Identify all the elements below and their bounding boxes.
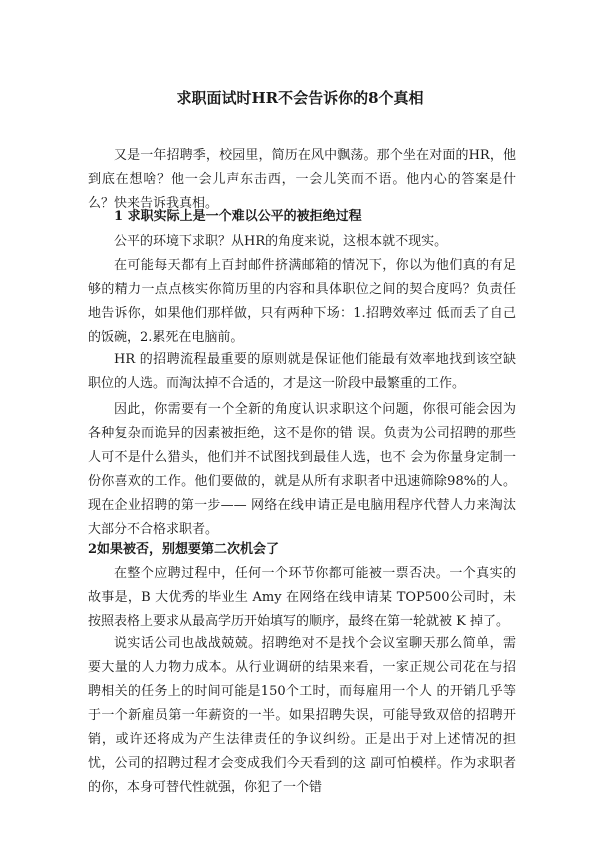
section-2-paragraph-1: 在整个应聘过程中，任何一个环节你都可能被一票否决。一个真实的故事是，B 大优秀的毕业生 Amy 在网络在线申请某 TOP500公司时，未按照表格上要求从最高学历开始填写的顺序，最终在第一轮就被 K 掉了。 [88,566,516,629]
document-title: 求职面试时HR不会告诉你的8个真相 [176,89,424,107]
section-2-paragraph-2: 说实话公司也战战兢兢。招聘绝对不是找个会议室聊天那么简单，需要大量的人力物力成本。从行业调研的结果来看，一家正规公司花在与招聘相关的任务上的时间可能是150个工时，而每雇用一个人 的开销几乎等于一个新雇员第一年薪资的一半。如果招聘失误，可能导致双倍的招聘开销，或许还将成为产生法律责任的争议纠纷。正是出于对上述情况的担忧，公司的招聘过程才会变成我们今天看到的这 副可怕模样。作为求职者的你，本身可替代性就强，你犯了一个错 [88,636,516,795]
section-1-paragraph-4: 因此，你需要有一个全新的角度认识求职这个问题，你很可能会因为各种复杂而诡异的因素被拒绝，这不是你的错 误。负责为公司招聘的那些人可不是什么猎头，他们并不试图找到最佳人选，也不 会为你量身定制一份你喜欢的工作。他们要做的，就是从所有求职者中迅速筛除98%的人。现在企业招聘的第一步—— 网络在线申请正是电脑用程序代替人力来淘汰大部分不合格求职者。 [88,402,516,537]
intro-paragraph: 又是一年招聘季，校园里，简历在风中飘荡。那个坐在对面的HR，他到底在想啥？他一会儿声东击西，一会儿笑而不语。他内心的答案是什么？快来告诉我真相。 [88,148,516,211]
section-1-paragraph-1: 公平的环境下求职？从HR的角度来说，这根本就不现实。 [114,234,448,249]
section-1-heading: 1 求职实际上是一个难以公平的被拒绝过程 [114,209,362,224]
section-1-paragraph-2: 在可能每天都有上百封邮件挤满邮箱的情况下，你以为他们真的有足够的精力一点点核实你简历里的内容和具体职位之间的契合度吗？负责任地告诉你，如果他们那样做，只有两种下场：1.招聘效率过 低而丢了自己的饭碗，2.累死在电脑前。 [88,258,516,345]
section-2-heading: 2如果被否，别想要第二次机会了 [88,542,280,557]
section-1-paragraph-3: HR 的招聘流程最重要的原则就是保证他们能最有效率地找到该空缺职位的人选。而淘汰掉不合适的，才是这一阶段中最繁重的工作。 [88,352,516,391]
